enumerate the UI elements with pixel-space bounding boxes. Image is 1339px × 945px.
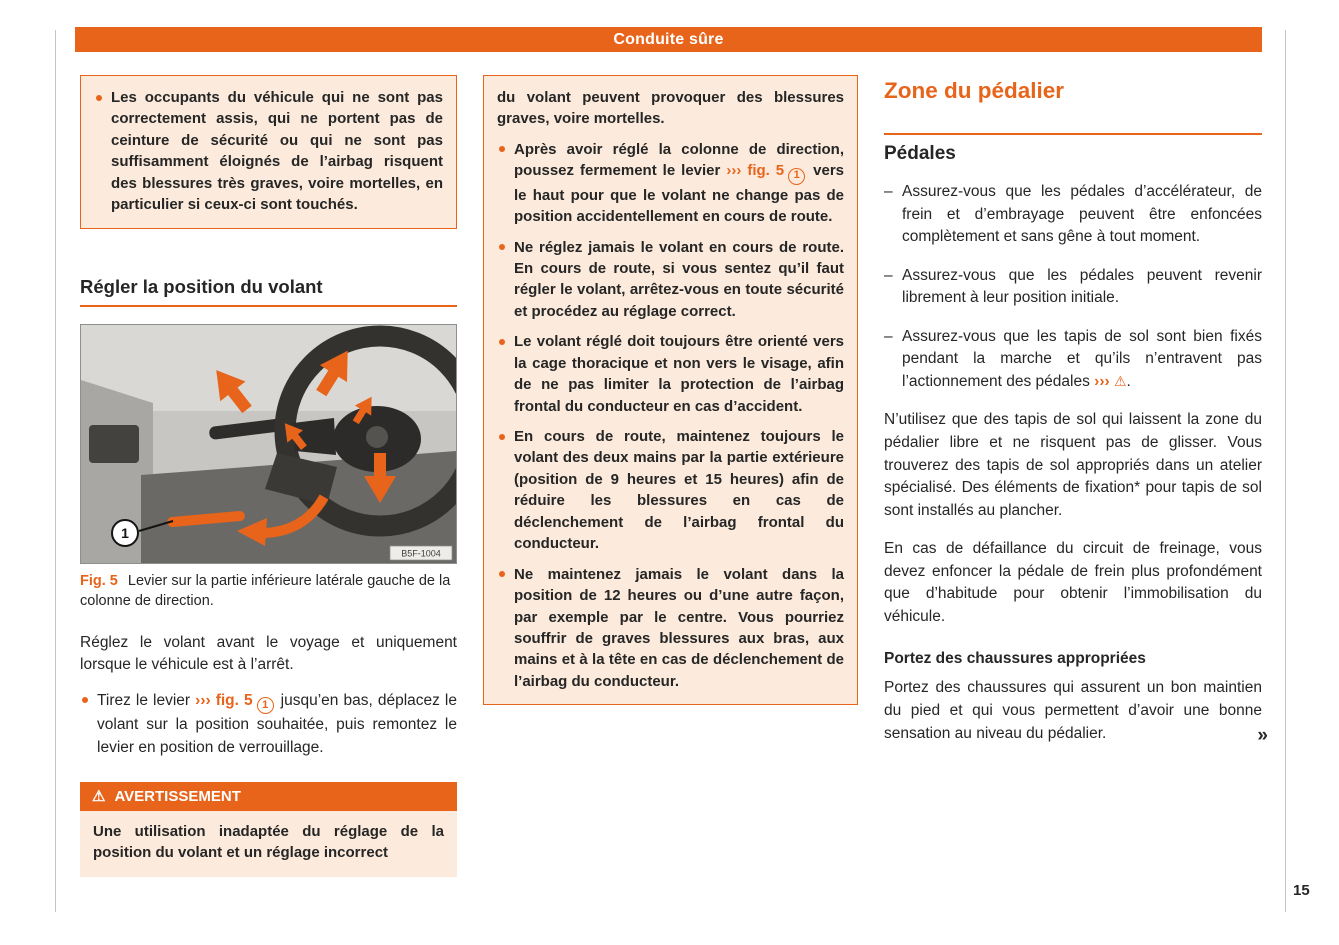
dash-mark: – [884, 327, 893, 345]
paragraph-adjust-before-trip: Réglez le volant avant le voyage et uniquement lorsque le véhicule est à l’arrêt. [80, 633, 457, 674]
dash-list [884, 181, 1262, 394]
page-frame-right [1285, 30, 1286, 912]
warning-bullet-1 [497, 139, 844, 228]
callout-number-ref: 1 [257, 697, 274, 714]
warning-box-top [80, 75, 457, 229]
continuation-mark: » [1257, 725, 1268, 747]
page-header-title: Conduite sûre [613, 30, 724, 48]
page-header [75, 27, 1262, 52]
warning-text: En cours de route, maintenez toujours le volant des deux mains par la partie extérieure (position de 9 heures et 15 heures) afin de réduire les blessures en cas de déclenchement de l’airbag frontal du conducteur. [514, 428, 844, 553]
bullet-icon [499, 571, 505, 577]
warning-title: AVERTISSEMENT [114, 787, 241, 805]
figure-caption [80, 571, 457, 611]
warning-triangle-icon: ⚠ [1113, 373, 1127, 390]
bullet-icon [499, 244, 505, 250]
bullet-icon [96, 95, 102, 101]
dash-text: . [1126, 373, 1131, 391]
text-segment: jusqu’en bas, déplacez le volant sur la position souhaitée, puis remontez le levier en position de verrouillage. [97, 691, 457, 756]
warning-bullet-5 [497, 564, 844, 693]
column-left [80, 75, 457, 877]
chapter-title-pedalier: Zone du pédalier [884, 78, 1065, 103]
bullet-icon [499, 434, 505, 440]
figure-caption-label: Fig. 5 [80, 572, 118, 589]
paragraph-floor-mats: N’utilisez que des tapis de sol qui laissent la zone du pédalier libre et ne risquent pas de glisser. Vous trouverez des tapis de sol appropriés dans un atelier spécialisé. Des éléments de fixation* pour tapis de sol sont installés au plancher. [884, 411, 1262, 520]
section-title-volant: Régler la position du volant [80, 275, 323, 297]
page-number: 15 [1293, 882, 1310, 899]
figure-reference: ››› fig. 5 [726, 162, 785, 180]
figure-code: B5F-1004 [401, 548, 441, 559]
callout-number: 1 [121, 524, 129, 541]
warning-text: Les occupants du véhicule qui ne sont pas correctement assis, qui ne portent pas de ceinture de sécurité ou qui ne sont pas suffisamment éloignés de l’airbag risquent des blessures très graves, voire mortelles, en particulier si ceux-ci sont touchés. [111, 89, 443, 214]
bullet-icon [499, 339, 505, 345]
figure-caption-text: Levier sur la partie inférieure latérale gauche de la colonne de direction. [80, 572, 451, 609]
bullet-icon [82, 697, 88, 703]
text-segment: vers le haut pour que le volant ne change pas de position accidentellement en cours de route. [514, 162, 845, 226]
dash-text: Assurez-vous que les pédales peuvent revenir librement à leur position initiale. [902, 266, 1262, 307]
warning-header [80, 782, 457, 811]
dash-mark: – [884, 266, 893, 284]
paragraph-brake-failure: En cas de défaillance du circuit de freinage, vous devez enfoncer la pédale de frein plus profondément que d’habitude pour obtenir l’immobilisation du véhicule. [884, 539, 1262, 626]
last-paragraph-wrap [884, 677, 1268, 747]
warning-body-text: Une utilisation inadaptée du réglage de la position du volant et un réglage incorrect [80, 811, 457, 877]
bullet-item-pull-lever [80, 690, 457, 759]
paragraph-shoes: Portez des chaussures qui assurent un bon maintien du pied et qui vous permettent d’avoir une bonne sensation au niveau du pédalier. [884, 679, 1262, 742]
warning-paragraph [94, 87, 443, 216]
warning-text: Le volant réglé doit toujours être orienté vers la cage thoracique et non vers le visage, afin de ne pas limiter la protection de l’airbag frontal du conducteur en cas d’accident. [514, 333, 844, 415]
warning-box-avertissement [80, 782, 457, 877]
dash-item-1 [884, 181, 1262, 249]
section-rule [80, 305, 457, 307]
text-segment: Après avoir réglé la colonne de direction, poussez fermement le levier [514, 140, 844, 180]
steering-wheel-illustration [80, 324, 457, 564]
bullet-icon [499, 146, 505, 152]
warning-bullet-3 [497, 331, 844, 417]
cross-reference: ››› [1094, 373, 1110, 391]
figure-reference: ››› fig. 5 [195, 691, 253, 709]
warning-text: Ne maintenez jamais le volant dans la position de 12 heures ou d’une autre façon, par exemple par le centre. Vous pourriez souffrir de graves blessures aux bras, aux mains et à la tête en cas de déclenchement de l’airbag du conducteur. [514, 565, 844, 690]
dash-text: Assurez-vous que les pédales d’accélérateur, de frein et d’embrayage peuvent être enfoncées complètement et sans gêne à tout moment. [902, 182, 1262, 246]
warning-triangle-icon: ⚠ [92, 788, 106, 806]
column-right [884, 78, 1268, 747]
dash-item-3 [884, 326, 1262, 394]
dash-item-2 [884, 265, 1262, 311]
subheading-shoes: Portez des chaussures appropriées [884, 650, 1146, 668]
warning-intro: du volant peuvent provoquer des blessures graves, voire mortelles. [497, 89, 844, 128]
dash-text: Assurez-vous que les tapis de sol sont bien fixés pendant la marche et qu’ils n’entravent pas l’actionnement des pédales [902, 327, 1262, 391]
figure-5 [80, 324, 457, 611]
callout-number-ref: 1 [788, 168, 805, 185]
column-middle [483, 75, 858, 705]
page-frame-left [55, 30, 56, 912]
warning-box-continued [483, 75, 858, 705]
warning-bullet-4 [497, 426, 844, 555]
section-title-pedales: Pédales [884, 133, 1262, 165]
text-segment: Tirez le levier [97, 691, 196, 709]
warning-bullet-2 [497, 237, 844, 323]
dash-mark: – [884, 182, 893, 200]
warning-text: Ne réglez jamais le volant en cours de route. En cours de route, si vous sentez qu’il faut régler le volant, arrêtez-vous en toute sécurité et procédez au réglage correct. [514, 238, 844, 320]
